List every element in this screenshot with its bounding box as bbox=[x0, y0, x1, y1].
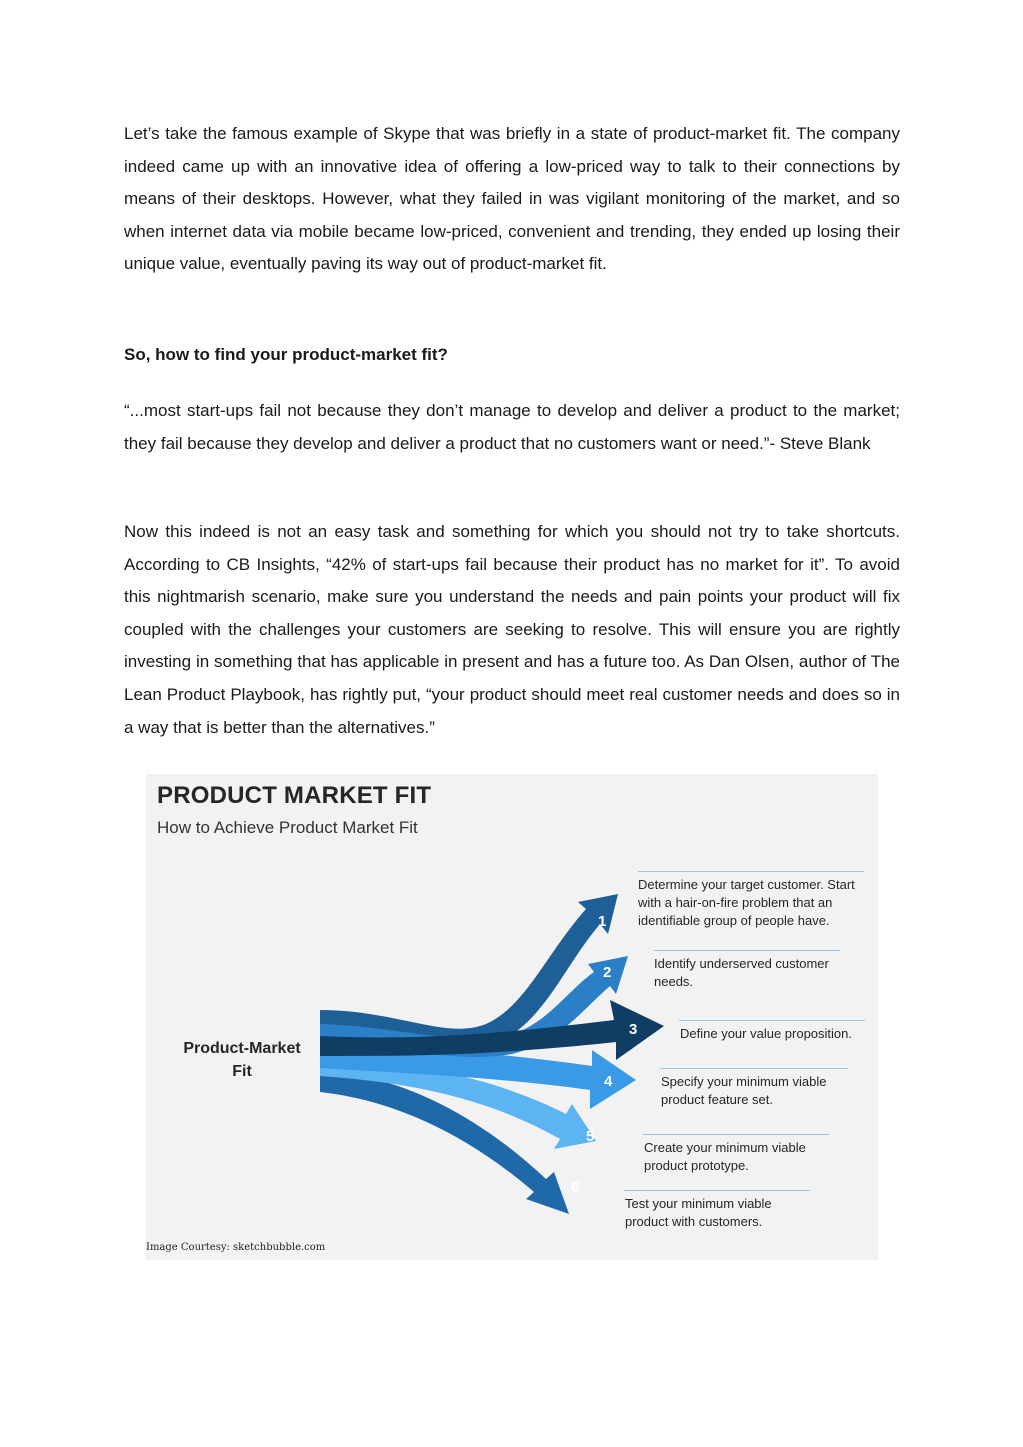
arrow-4-number: 4 bbox=[604, 1073, 613, 1090]
arrow-3-number: 3 bbox=[629, 1021, 638, 1038]
step-6-divider bbox=[624, 1190, 810, 1191]
center-label-line-2: Fit bbox=[232, 1063, 252, 1080]
step-6-text bbox=[625, 1195, 772, 1231]
paragraph-skype-example: Let’s take the famous example of Skype that was briefly in a state of product-market fit. The company indeed came up with an innovative idea of offering a low-priced way to talk to their connections by means of their desktops. However, what they failed in was vigilant monitoring of the market, and so when internet data via mobile became low-priced, convenient and trending, they ended up losing their unique value, eventually paving its way out of product-market fit. bbox=[124, 124, 900, 274]
step-4-text bbox=[661, 1073, 826, 1109]
step-1-line-2: with a hair-on-fire problem that an bbox=[638, 895, 833, 910]
image-credit: Image Courtesy: sketchbubble.com bbox=[146, 1242, 326, 1253]
step-6-line-1: Test your minimum viable bbox=[625, 1196, 772, 1211]
steve-blank-quote: “...most start-ups fail not because they don’t manage to develop and deliver a product to the market; they fail because they develop and deliver a product that no customers want or need.”- Steve Blank bbox=[124, 401, 900, 453]
step-1-text bbox=[638, 876, 855, 930]
center-label-line-1: Product-Market bbox=[183, 1040, 301, 1057]
step-5-text bbox=[644, 1139, 806, 1175]
step-3-divider bbox=[679, 1020, 865, 1021]
arrow-1-number: 1 bbox=[598, 913, 607, 930]
step-2-line-1: Identify underserved customer bbox=[654, 956, 829, 971]
step-1-divider bbox=[638, 871, 864, 872]
step-5-line-2: product prototype. bbox=[644, 1158, 749, 1173]
step-4-line-2: product feature set. bbox=[661, 1092, 774, 1107]
figure-subtitle: How to Achieve Product Market Fit bbox=[157, 818, 418, 837]
step-1-line-1: Determine your target customer. Start bbox=[638, 877, 855, 892]
arrow-2-number: 2 bbox=[603, 964, 612, 981]
step-2-divider bbox=[654, 950, 840, 951]
step-4-line-1: Specify your minimum viable bbox=[661, 1074, 827, 1089]
step-4-divider bbox=[660, 1068, 848, 1069]
step-3-text bbox=[680, 1025, 852, 1043]
step-3-line-1: Define your value proposition. bbox=[680, 1026, 852, 1041]
product-market-fit-figure bbox=[146, 774, 878, 1260]
step-2-line-2: needs. bbox=[654, 974, 694, 989]
step-5-divider bbox=[643, 1134, 829, 1135]
arrow-6-number: 6 bbox=[571, 1179, 580, 1196]
arrow-5-number: 5 bbox=[586, 1128, 595, 1145]
step-2-text bbox=[654, 955, 829, 991]
paragraph-cb-insights: Now this indeed is not an easy task and something for which you should not try to take shortcuts. According to CB Insights, “42% of start-ups fail because their product has no market for it”. To avoid this nightmarish scenario, make sure you understand the needs and pain points your product will fix coupled with the challenges your customers are seeking to resolve. This will ensure you are rightly investing in something that has applicable in present and has a future too. As Dan Olsen, author of The Lean Product Playbook, has rightly put, “your product should meet real customer needs and does so in a way that is better than the alternatives.” bbox=[124, 522, 900, 737]
flow-arrows-diagram bbox=[146, 774, 878, 1260]
section-heading: So, how to find your product-market fit? bbox=[124, 345, 448, 364]
step-6-line-2: product with customers. bbox=[625, 1214, 763, 1229]
step-1-line-3: identifiable group of people have. bbox=[638, 913, 830, 928]
step-5-line-1: Create your minimum viable bbox=[644, 1140, 806, 1155]
figure-title: PRODUCT MARKET FIT bbox=[157, 782, 432, 809]
